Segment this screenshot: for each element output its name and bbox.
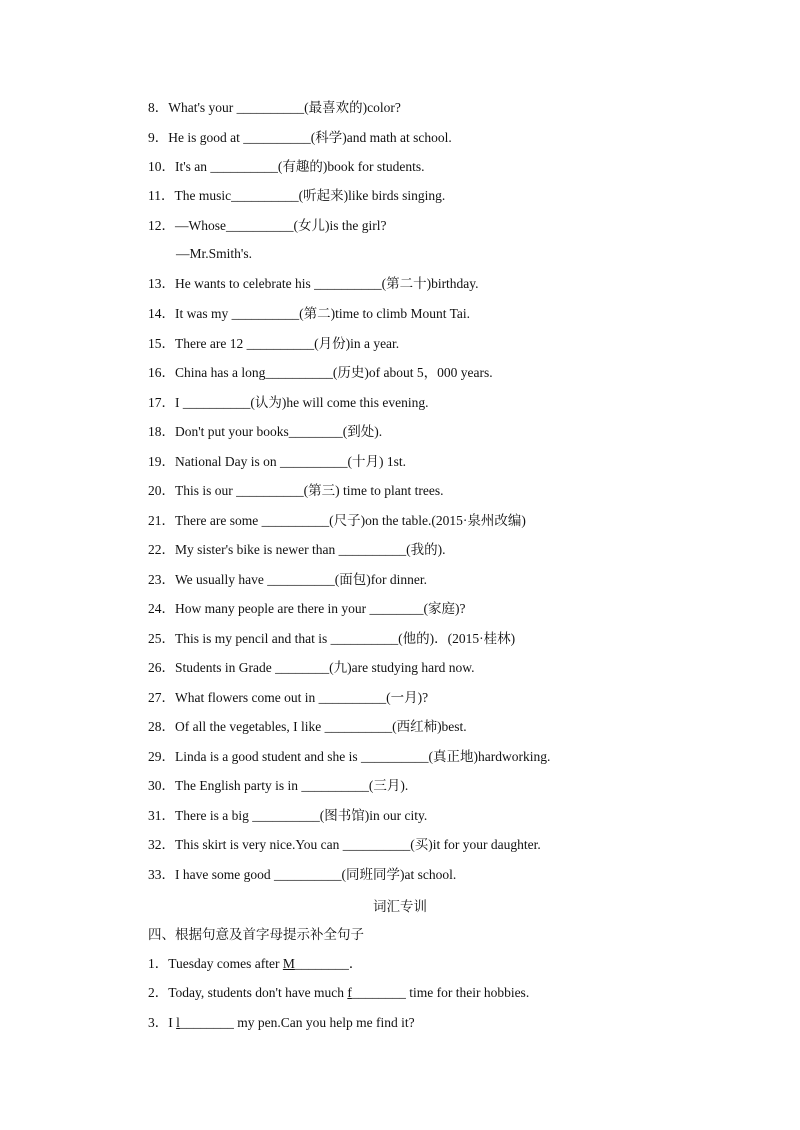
question-text: The music__________(听起来)like birds singing.	[174, 188, 446, 203]
question-text: There are 12 __________(月份)in a year.	[175, 336, 400, 351]
question-text: ________ my pen.Can you help me find it?	[179, 1015, 415, 1030]
initial-letter-hint: M	[282, 956, 295, 971]
question-text: We usually have __________(面包)for dinner.	[175, 572, 427, 587]
question-text: What flowers come out in __________(一月)?	[175, 690, 429, 705]
initial-letter-hint: f	[347, 985, 352, 1000]
question-number: 16．	[148, 365, 175, 380]
question-text: —Whose__________(女儿)is the girl?	[175, 218, 387, 233]
question-text: Don't put your books________(到处).	[175, 424, 383, 439]
section-title: 词汇专训	[373, 899, 427, 914]
question-text: It's an __________(有趣的)book for students.	[175, 159, 425, 174]
question-16	[148, 364, 493, 382]
question-18	[148, 423, 382, 441]
question-text: He wants to celebrate his __________(第二十)birthday.	[175, 276, 479, 291]
question-29	[148, 748, 550, 766]
question-25	[148, 630, 515, 648]
question-26	[148, 659, 474, 677]
question-number: 10．	[148, 159, 175, 174]
question-number: 1．	[148, 956, 169, 971]
question-number: 15．	[148, 336, 175, 351]
question-8	[148, 99, 401, 117]
hint-question-3	[148, 1014, 415, 1032]
question-text: Students in Grade ________(九)are studying hard now.	[175, 660, 475, 675]
question-11	[148, 187, 445, 205]
question-number: 2．	[148, 985, 169, 1000]
question-text: It was my __________(第二)time to climb Mount Tai.	[175, 306, 471, 321]
question-17	[148, 394, 428, 412]
question-27	[148, 689, 428, 707]
question-number: 8．	[148, 100, 169, 115]
question-32	[148, 836, 541, 854]
question-text: The English party is in __________(三月).	[175, 778, 409, 793]
question-number: 33．	[148, 867, 175, 882]
question-number: 22．	[148, 542, 175, 557]
question-33	[148, 866, 456, 884]
question-number: 21．	[148, 513, 175, 528]
question-12-answer	[176, 245, 252, 263]
question-number: 27．	[148, 690, 175, 705]
initial-letter-hint: l	[176, 1015, 180, 1030]
question-number: 3．	[148, 1015, 169, 1030]
question-number: 23．	[148, 572, 175, 587]
question-text: Linda is a good student and she is __________(真正地)hardworking.	[175, 749, 551, 764]
question-number: 31．	[148, 808, 175, 823]
question-31	[148, 807, 427, 825]
question-text: There are some __________(尺子)on the table.(2015·泉州改编)	[175, 513, 526, 528]
question-text: This skirt is very nice.You can __________(买)it for your daughter.	[175, 837, 541, 852]
question-text: ________．	[294, 956, 363, 971]
question-19	[148, 453, 406, 471]
question-text: This is our __________(第三) time to plant trees.	[175, 483, 444, 498]
part-heading: 四、根据句意及首字母提示补全句子	[148, 927, 364, 942]
question-number: 20．	[148, 483, 175, 498]
question-text: National Day is on __________(十月) 1st.	[175, 454, 406, 469]
question-text: ________ time for their hobbies.	[351, 985, 530, 1000]
question-number: 9．	[148, 130, 169, 145]
question-9	[148, 129, 452, 147]
question-22	[148, 541, 446, 559]
question-number: 32．	[148, 837, 175, 852]
question-text: I	[168, 1015, 177, 1030]
question-text: Tuesday comes after	[168, 956, 283, 971]
question-12	[148, 217, 386, 235]
question-number: 30．	[148, 778, 175, 793]
question-number: 12．	[148, 218, 175, 233]
question-text: He is good at __________(科学)and math at school.	[168, 130, 452, 145]
question-text: Of all the vegetables, I like __________(西红柿)best.	[175, 719, 467, 734]
hint-question-1	[148, 955, 362, 973]
question-number: 14．	[148, 306, 175, 321]
question-13	[148, 275, 479, 293]
question-text: What's your __________(最喜欢的)color?	[168, 100, 401, 115]
question-number: 25．	[148, 631, 175, 646]
question-text: My sister's bike is newer than __________(我的).	[175, 542, 446, 557]
question-text: This is my pencil and that is __________(他的)．(2015·桂林)	[175, 631, 516, 646]
question-14	[148, 305, 470, 323]
question-number: 17．	[148, 395, 175, 410]
question-21	[148, 512, 526, 530]
question-24	[148, 600, 466, 618]
question-number: 24．	[148, 601, 175, 616]
question-28	[148, 718, 467, 736]
question-number: 26．	[148, 660, 175, 675]
question-number: 29．	[148, 749, 175, 764]
question-text: I have some good __________(同班同学)at school.	[175, 867, 457, 882]
question-number: 18．	[148, 424, 175, 439]
question-number: 13．	[148, 276, 175, 291]
question-number: 28．	[148, 719, 175, 734]
question-text: China has a long__________(历史)of about 5，000 years.	[175, 365, 493, 380]
question-text: —Mr.Smith's.	[176, 246, 252, 261]
question-30	[148, 777, 408, 795]
question-23	[148, 571, 427, 589]
question-number: 19．	[148, 454, 175, 469]
question-15	[148, 335, 399, 353]
question-text: There is a big __________(图书馆)in our city.	[175, 808, 428, 823]
hint-question-2	[148, 984, 529, 1002]
question-number: 11．	[148, 188, 175, 203]
question-text: Today, students don't have much	[168, 985, 348, 1000]
question-text: I __________(认为)he will come this evening.	[175, 395, 429, 410]
question-10	[148, 158, 425, 176]
question-20	[148, 482, 443, 500]
question-text: How many people are there in your ________(家庭)?	[175, 601, 466, 616]
